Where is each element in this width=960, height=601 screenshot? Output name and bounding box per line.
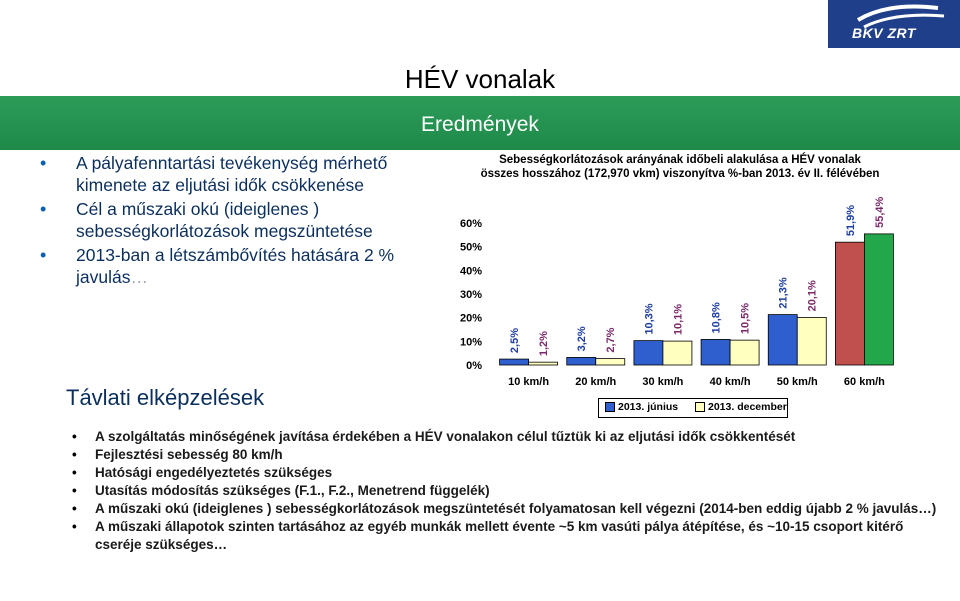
x-tick-label: 60 km/h — [843, 376, 885, 388]
data-label: 10,3% — [643, 303, 656, 335]
goal-item: • Cél a műszaki okú (ideiglenes ) sebességkorlátozások megszüntetése — [40, 198, 440, 242]
plan-list — [68, 428, 948, 554]
bar — [567, 357, 596, 365]
goal-item: • 2013-ban a létszámbővítés hatására 2 % javulás… — [40, 244, 440, 288]
x-tick-label: 10 km/h — [508, 376, 550, 388]
bar — [730, 340, 759, 365]
y-tick-label: 20% — [459, 312, 482, 325]
future-heading: Távlati elképzelések — [66, 385, 265, 410]
chart-legend — [598, 398, 788, 418]
bar — [663, 341, 692, 365]
legend-swatch — [605, 402, 615, 412]
legend-item-june: 2013. június — [605, 401, 678, 413]
data-label: 3,2% — [576, 326, 589, 352]
x-tick-label: 30 km/h — [642, 376, 684, 388]
data-label: 51,9% — [844, 204, 857, 237]
data-label: 10,8% — [710, 302, 723, 334]
plan-item: • Utasítás módosítás szükséges (F.1., F.2., Menetrend függelék) — [68, 482, 948, 500]
plan-item: • Hatósági engedélyeztetés szükséges — [68, 464, 948, 482]
legend-swatch — [695, 402, 705, 412]
plan-item: • A műszaki okú (ideiglenes ) sebességkorlátozások megszüntetését folyamatosan kell végezni (2014-ben eddig újabb 2 % javulás…) — [68, 500, 948, 518]
y-tick-label: 0% — [466, 360, 482, 372]
goal-item: • A pályafenntartási tevékenység mérhető kimenete az eljutási idők csökkenése — [40, 152, 440, 196]
bar — [596, 359, 625, 365]
x-tick-label: 50 km/h — [776, 376, 818, 388]
data-label: 21,3% — [777, 277, 790, 309]
top-banner — [0, 0, 960, 48]
chart-title: Sebességkorlátozások arányának időbeli alakulása a HÉV vonalak összes hosszához (172,970 vkm) viszonyítva %-ban 2013. év II. félévében — [480, 154, 880, 180]
bar — [768, 315, 797, 365]
y-tick-label: 10% — [459, 336, 482, 349]
data-label: 10,1% — [672, 303, 685, 336]
bar — [864, 234, 893, 365]
data-label: 2,5% — [509, 328, 522, 354]
bar — [500, 359, 529, 365]
plan-item: • A műszaki állapotok szinten tartásához az egyéb munkák mellett évente ~5 km vasúti pálya átépítése, és ~10-15 csoport kitérő cseréje szükséges… — [68, 518, 948, 554]
x-tick-label: 40 km/h — [709, 376, 751, 388]
legend-item-december: 2013. december — [695, 401, 787, 413]
y-tick-label: 40% — [459, 265, 482, 278]
data-label: 55,4% — [873, 196, 886, 228]
bar — [701, 339, 730, 365]
bar — [797, 317, 826, 365]
section-subtitle: Eredmények — [421, 113, 539, 136]
data-label: 1,2% — [538, 331, 551, 357]
bar — [529, 362, 558, 365]
brand-name: BKV ZRT — [852, 25, 916, 41]
data-label: 2,7% — [605, 327, 618, 353]
bar — [634, 341, 663, 365]
plan-item: • A szolgáltatás minőségének javítása érdekében a HÉV vonalakon célul tűztük ki az eljutási idők csökkentését — [68, 428, 948, 446]
y-tick-label: 30% — [459, 289, 482, 301]
plan-item: • Fejlesztési sebesség 80 km/h — [68, 446, 948, 464]
speed-restriction-chart — [440, 195, 900, 395]
page-title: HÉV vonalak — [404, 64, 556, 94]
y-tick-label: 60% — [459, 218, 482, 230]
bar — [835, 242, 864, 365]
x-tick-label: 20 km/h — [575, 376, 617, 388]
y-tick-label: 50% — [459, 241, 482, 254]
data-label: 20,1% — [806, 280, 819, 312]
goal-list — [40, 152, 440, 290]
data-label: 10,5% — [739, 302, 752, 335]
